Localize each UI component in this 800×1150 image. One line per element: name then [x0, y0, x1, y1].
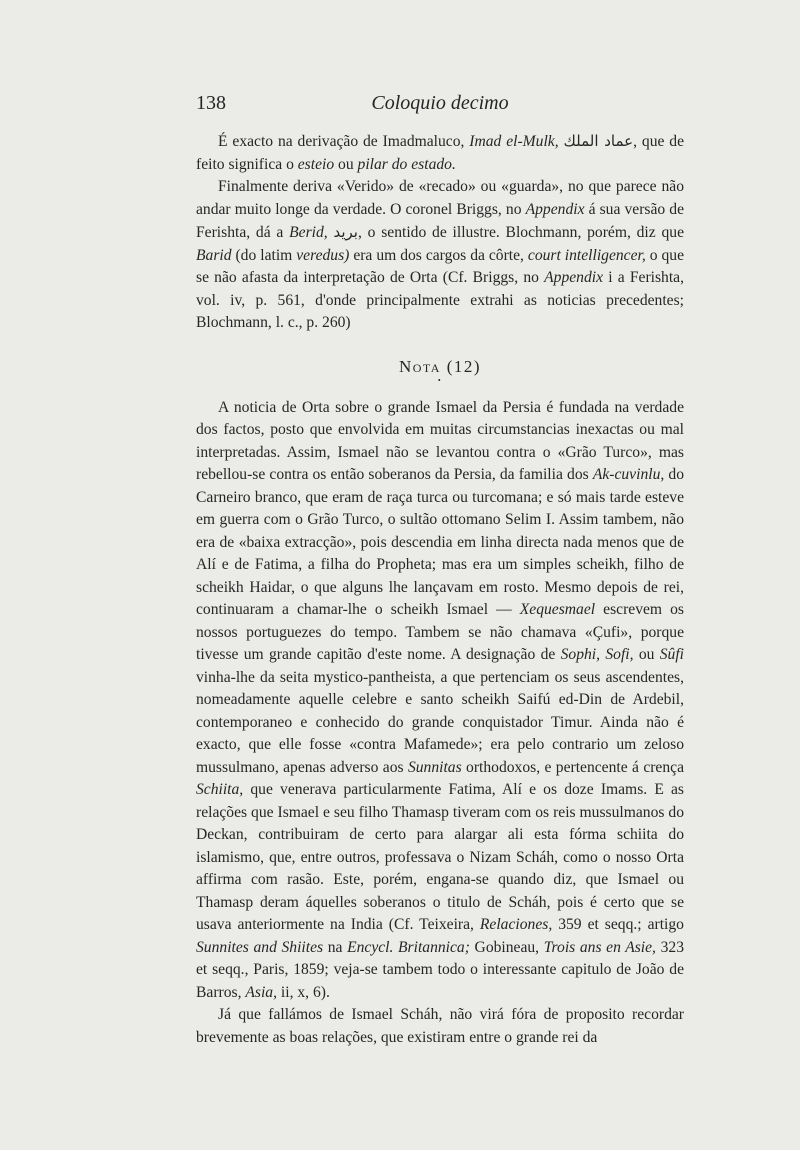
page-number: 138 [196, 92, 226, 114]
heading-dot-ornament: • [437, 375, 443, 385]
paragraph-imadmaluco: É exacto na derivação de Imadmaluco, Imad el-Mulk, عماد الملك, que de feito significa o esteio ou pilar do estado. [196, 132, 684, 173]
running-title: Coloquio decimo [371, 92, 509, 114]
arabic-berid: بريد [333, 223, 358, 241]
paragraph-ismael: A noticia de Orta sobre o grande Ismael da Persia é fundada na verdade dos factos, posto que envolvida em muitas circumstancias inexactas ou mal interpretadas. Assim, Ismael não se levantou contra o «Grão Turco», mas rebellou-se contra os então soberanos da Persia, da familia dos Ak-cuvinlu, do Carneiro branco, que eram de raça turca ou turcomana; e só mais tarde esteve em guerra com o Grão Turco, o sultão ottomano Selim I. Assim tambem, não era de «baixa extracção», pois descendia em linha directa nada menos que de Alí e de Fatima, a filha do Propheta; mas era um simples scheikh, filho de scheikh Haidar, o que alguns lhe lançavam em rosto. Mesmo depois de rei, continuaram a chamar-lhe o scheikh Ismael — Xequesmael escrevem os nossos portuguezes do tempo. Tambem se não chamava «Çufi», porque tivesse um grande capitão d'este nome. A designação de Sophi, Sofi, ou Sûfi vinha-lhe da seita mystico-pantheista, a que pertenciam os seus ascendentes, nomeadamente aquelle celebre e santo scheikh Saifú ed-Din de Ardebil, contemporaneo e conhecido do grande conquistador Timur. Ainda não é exacto, que elle fosse «contra Mafamede»; era pelo contrario um zeloso mussulmano, apenas adverso aos Sunnitas orthodoxos, e pertencente á crença Schiita, que venerava particularmente Fatima, Alí e os doze Imams. E as relações que Ismael e seu filho Thamasp tiveram com os reis mussulmanos do Deckan, contribuiram de certo para alargar ali esta fórma schiita do islamismo, que, entre outros, professava o Nizam Scháh, como o nosso Orta affirma com rasão. Este, porém, engana-se quando diz, que Ismael ou Thamasp deram áquelles soberanos o titulo de Scháh, pois é certo que se usava anteriormente na India (Cf. Teixeira, Relaciones, 359 et seqq.; artigo Sunnites and Shiites na Encycl. Britannica; Gobineau, Trois ans en Asie, 323 et seqq., Paris, 1859; veja-se tambem todo o interessante capitulo de João de Barros, Asia, ii, x, 6). [196, 398, 685, 1001]
note-heading: Nota (12) • [196, 357, 684, 383]
paragraph-ismael-schah: Já que fallámos de Ismael Scháh, não virá fóra de proposito recordar brevemente as boas relações, que existiram entre o grande rei da [196, 1006, 684, 1046]
page-body [196, 130, 684, 1049]
paragraph-verido: Finalmente deriva «Verido» de «recado» ou «guarda», no que parece não andar muito longe da verdade. O coronel Briggs, no Appendix á sua versão de Ferishta, dá a Berid, بريد, o sentido de illustre. Blochmann, porém, diz que Barid (do latim veredus) era um dos cargos da côrte, court intelligencer, o que se não afasta da interpretação de Orta (Cf. Briggs, no Appendix i a Ferishta, vol. iv, p. 561, d'onde principalmente extrahi as noticias precedentes; Blochmann, l. c., p. 260) [196, 178, 685, 331]
arabic-imad-el-mulk: عماد الملك [563, 132, 634, 150]
page-header [196, 92, 684, 120]
